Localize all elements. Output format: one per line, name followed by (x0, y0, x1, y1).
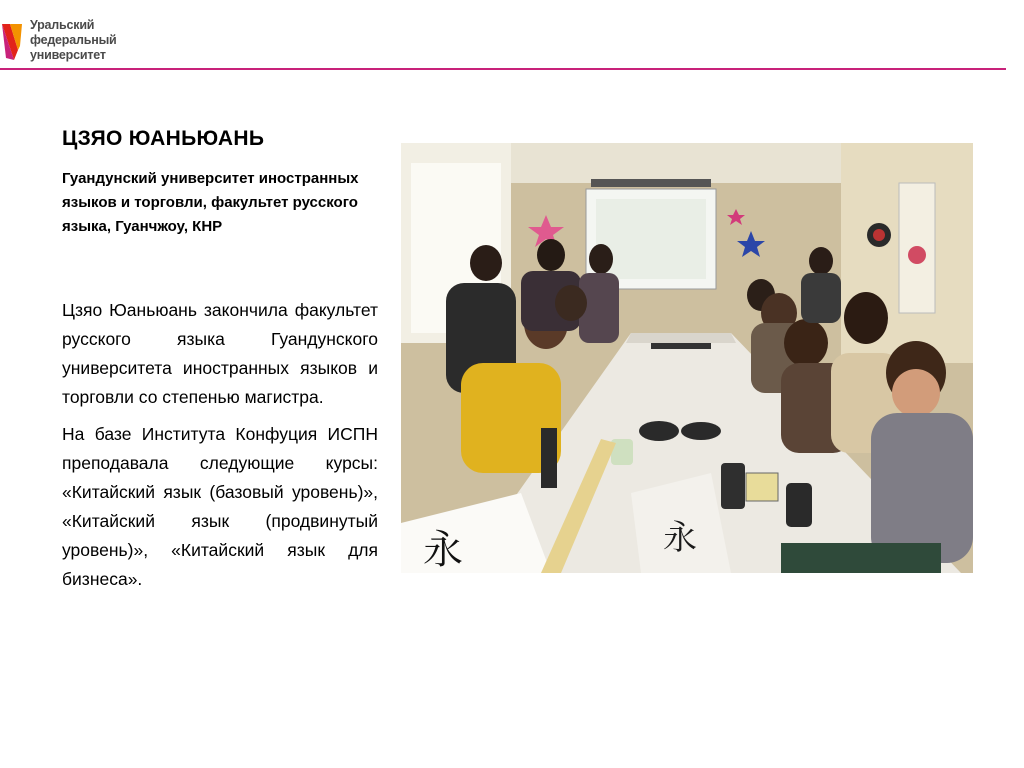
svg-text:永: 永 (423, 527, 463, 573)
university-logo-mark-icon (0, 20, 26, 64)
affiliation-subtitle: Гуандунский университет иностранных языков и торговли, факультет русского языка, Гуанчжоу, КНР (62, 170, 359, 235)
classroom-photo (401, 143, 973, 573)
svg-text:永: 永 (663, 518, 697, 558)
logo-line-3: университет (30, 48, 106, 62)
biography-text (62, 296, 378, 602)
header-divider (0, 68, 1006, 70)
biography-paragraph-1: Цзяо Юаньюань закончила факультет русского языка Гуандунского университета иностранных языков и торговли со степенью магистра. (62, 300, 378, 407)
logo-line-1: Уральский (30, 18, 95, 32)
university-logo (0, 18, 140, 66)
page-title: ЦЗЯО ЮАНЬЮАНЬ (62, 127, 265, 150)
biography-paragraph-2: На базе Института Конфуция ИСПН преподавала следующие курсы: «Китайский язык (базовый уровень)», «Китайский язык (продвинутый уровень)», «Китайский язык для бизнеса». (62, 424, 378, 589)
logo-line-2: федеральный (30, 33, 117, 47)
university-logo-text (30, 18, 117, 63)
classroom-photo-image (401, 143, 973, 573)
